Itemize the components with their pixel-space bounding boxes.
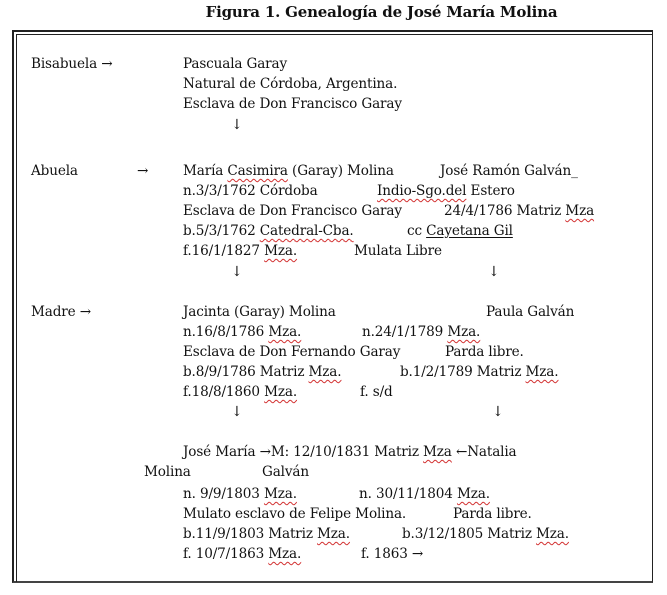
figure-title: Figura 1. Genealogía de José María Molina: [205, 3, 558, 21]
generation-label-bisabuela: Bisabuela →: [31, 56, 113, 72]
text: n.16/8/1786: [183, 324, 269, 340]
madre-name: Jacinta (Garay) Molina: [183, 304, 336, 320]
text: 24/4/1786 Matriz: [444, 203, 566, 219]
text: n. 9/9/1803: [183, 486, 264, 502]
text: cc: [407, 223, 427, 239]
spellcheck-word: Mza.: [263, 486, 297, 502]
spellcheck-word: Mza.: [456, 486, 490, 502]
abuelo-marriage: [444, 201, 594, 221]
madre-right-name: Paula Galván: [486, 304, 575, 320]
spellcheck-word: Indio-Sgo.del: [377, 183, 467, 199]
spellcheck-word: Casimira: [227, 163, 288, 179]
spellcheck-word: Mza.: [447, 324, 481, 340]
spellcheck-word: Mza.: [268, 546, 302, 562]
spellcheck-word: Mza.: [268, 324, 302, 340]
madre-right-death: f. s/d: [360, 384, 393, 400]
text: ←Natalia: [451, 444, 517, 460]
madre-right-birth: [362, 322, 480, 342]
text: Estero: [466, 183, 515, 199]
text: f. 10/7/1863: [183, 546, 269, 562]
subject-surname-left: Molina: [144, 464, 191, 480]
abuela-birth: n.3/3/1762 Córdoba: [183, 183, 318, 199]
down-arrow-icon: ↓: [488, 264, 500, 280]
spouse-status: Parda libre.: [453, 506, 532, 522]
down-arrow-icon: ↓: [492, 404, 504, 420]
text: f.16/1/1827: [183, 243, 265, 259]
spellcheck-word: Mza.: [264, 243, 298, 259]
subject-birth: [183, 484, 297, 504]
spouse-death: f. 1863 →: [361, 546, 424, 562]
abuela-name: [183, 161, 394, 181]
abuelo-name: José Ramón Galván_: [440, 163, 578, 179]
spouse-baptism: [402, 524, 569, 544]
abuelo-spouse: [407, 221, 513, 241]
text: José María →M: 12/10/1831 Matriz: [183, 444, 424, 460]
spellcheck-word: Mza.: [525, 364, 559, 380]
bisabuela-origin: Natural de Córdoba, Argentina.: [183, 76, 398, 92]
spellcheck-word: Mza: [423, 444, 452, 460]
underlined-name: Cayetana Gil: [426, 223, 513, 239]
text: n.24/1/1789: [362, 324, 448, 340]
subject-marriage-line: [183, 442, 517, 462]
right-arrow-icon: →: [137, 163, 149, 179]
text: b.11/9/1803 Matriz: [183, 526, 318, 542]
text: b.5/3/1762: [183, 223, 260, 239]
abuela-baptism: [183, 221, 354, 241]
spellcheck-word: Mza: [565, 203, 595, 219]
abuelo-origin: [377, 181, 515, 201]
down-arrow-icon: ↓: [231, 117, 243, 133]
spouse-birth: [359, 484, 490, 504]
spellcheck-word: Mza.: [264, 384, 298, 400]
text: b.1/2/1789 Matriz: [400, 364, 526, 380]
spellcheck-word: Mza.: [308, 364, 342, 380]
bisabuela-status: Esclava de Don Francisco Garay: [183, 96, 402, 112]
subject-death: [183, 544, 301, 564]
madre-right-status: Parda libre.: [445, 344, 524, 360]
spellcheck-word: Mza.: [317, 526, 350, 542]
generation-label-madre: Madre →: [31, 304, 91, 320]
spouse-status: Mulata Libre: [354, 243, 442, 259]
generation-label-abuela: Abuela: [31, 163, 78, 179]
text: (Garay) Molina: [287, 163, 394, 179]
madre-right-baptism: [400, 362, 558, 382]
madre-death: [183, 382, 297, 402]
text: n. 30/11/1804: [359, 486, 457, 502]
abuela-status: Esclava de Don Francisco Garay: [183, 203, 402, 219]
text: f.18/8/1860: [183, 384, 265, 400]
subject-status: Mulato esclavo de Felipe Molina.: [183, 506, 407, 522]
madre-birth: [183, 322, 301, 342]
down-arrow-icon: ↓: [231, 264, 243, 280]
madre-status: Esclava de Don Fernando Garay: [183, 344, 401, 360]
subject-baptism: [183, 524, 350, 544]
text: b.8/9/1786 Matriz: [183, 364, 309, 380]
text: María: [183, 163, 228, 179]
madre-baptism: [183, 362, 341, 382]
down-arrow-icon: ↓: [231, 404, 243, 420]
abuela-death: [183, 241, 297, 261]
subject-surname-right: Galván: [262, 464, 309, 480]
text: b.3/12/1805 Matriz: [402, 526, 537, 542]
bisabuela-name: Pascuala Garay: [183, 56, 288, 72]
spellcheck-word: Catedral-Cba.: [259, 223, 354, 239]
spellcheck-word: Mza.: [536, 526, 569, 542]
